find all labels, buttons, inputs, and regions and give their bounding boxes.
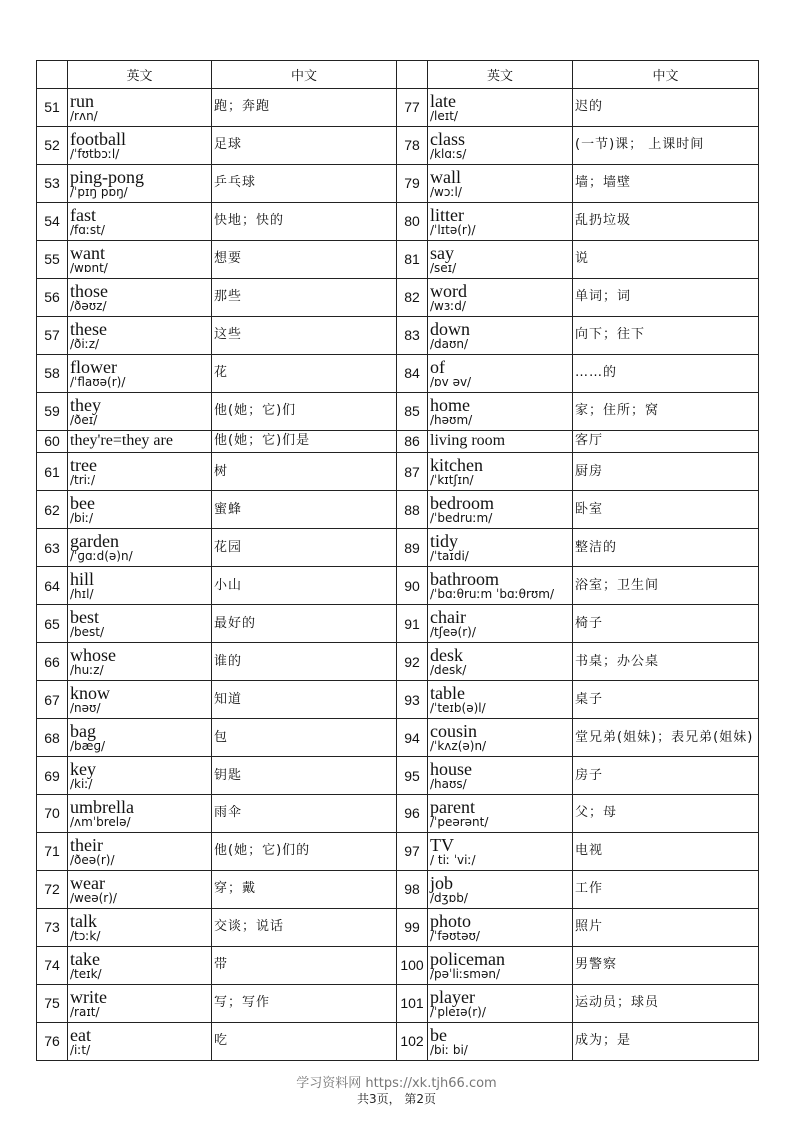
phonetic: /triː/ [70, 473, 96, 488]
entry-number: 87 [397, 453, 428, 491]
entry-number: 58 [37, 354, 68, 392]
header-row [37, 61, 759, 89]
english-cell [428, 453, 573, 491]
english-word: photo [430, 910, 472, 931]
english-word: litter [430, 204, 464, 225]
table-row [37, 794, 759, 832]
phonetic: /haʊs/ [430, 777, 467, 791]
english-cell [68, 240, 212, 278]
english-word: player [430, 986, 475, 1007]
phonetic: / tiː ˈviː/ [430, 852, 476, 867]
english-word: parent [430, 796, 475, 817]
english-word: talk [70, 910, 97, 931]
entry-number: 99 [397, 908, 428, 946]
english-cell [68, 164, 212, 202]
english-cell [428, 681, 573, 719]
chinese-meaning: (一节)课； 上课时间 [573, 126, 759, 164]
chinese-meaning: 带 [212, 946, 397, 984]
phonetic: /best/ [70, 625, 105, 640]
phonetic: /pəˈliːsmən/ [430, 966, 501, 981]
phonetic: /ˈpɪŋ pɒŋ/ [70, 184, 128, 199]
chinese-meaning: 照片 [573, 908, 759, 946]
english-cell [428, 794, 573, 832]
english-word: garden [70, 531, 119, 552]
phonetic: /rʌn/ [70, 108, 98, 123]
english-word: policeman [430, 948, 505, 969]
chinese-meaning: 说 [573, 240, 759, 278]
table-row [37, 681, 759, 719]
entry-number: 86 [397, 430, 428, 453]
phonetic: /ˈtaɪdi/ [430, 549, 469, 564]
entry-number: 68 [37, 719, 68, 757]
phonetic: /ðəʊz/ [70, 298, 107, 313]
phonetic: /ˈlɪtə(r)/ [430, 222, 476, 237]
english-cell [428, 832, 573, 870]
english-cell [68, 605, 212, 643]
english-cell [68, 430, 212, 453]
english-word: they're=they are [70, 432, 173, 450]
table-row [37, 908, 759, 946]
entry-number: 51 [37, 89, 68, 127]
chinese-meaning: 工作 [573, 870, 759, 908]
english-word: tidy [430, 531, 459, 552]
phonetic: /ɒv əv/ [430, 374, 472, 389]
chinese-meaning: 房子 [573, 757, 759, 795]
phonetic: /kiː/ [70, 777, 93, 791]
chinese-meaning: 快地；快的 [212, 202, 397, 240]
phonetic: /huːz/ [70, 663, 104, 678]
phonetic: /tɔːk/ [70, 928, 101, 943]
entry-number: 70 [37, 794, 68, 832]
english-word: hill [70, 569, 95, 590]
english-word: late [430, 90, 456, 111]
chinese-meaning: 他(她；它)们 [212, 392, 397, 430]
english-cell [68, 567, 212, 605]
entry-number: 95 [397, 757, 428, 795]
phonetic: /desk/ [430, 663, 467, 678]
entry-number: 61 [37, 453, 68, 491]
chinese-meaning: 墙；墙壁 [573, 164, 759, 202]
phonetic: /ðeɪ/ [70, 412, 98, 427]
chinese-meaning: 成为；是 [573, 1022, 759, 1060]
chinese-meaning: 整洁的 [573, 529, 759, 567]
entry-number: 89 [397, 529, 428, 567]
chinese-meaning: 雨伞 [212, 794, 397, 832]
chinese-meaning: 想要 [212, 240, 397, 278]
phonetic: /ˈteɪb(ə)l/ [430, 701, 486, 716]
entry-number: 57 [37, 316, 68, 354]
entry-number: 53 [37, 164, 68, 202]
chinese-meaning: 迟的 [573, 89, 759, 127]
chinese-meaning: 最好的 [212, 605, 397, 643]
phonetic: /tʃeə(r)/ [430, 625, 476, 640]
chinese-meaning: 他(她；它)们是 [212, 430, 397, 453]
chinese-meaning: 乱扔垃圾 [573, 202, 759, 240]
chinese-meaning: 吃 [212, 1022, 397, 1060]
table-row [37, 202, 759, 240]
entry-number: 77 [397, 89, 428, 127]
chinese-meaning: 小山 [212, 567, 397, 605]
table-row [37, 1022, 759, 1060]
chinese-meaning: 那些 [212, 278, 397, 316]
entry-number: 82 [397, 278, 428, 316]
chinese-meaning: 知道 [212, 681, 397, 719]
entry-number: 96 [397, 794, 428, 832]
english-cell [428, 126, 573, 164]
english-cell [428, 946, 573, 984]
english-cell [428, 89, 573, 127]
entry-number: 85 [397, 392, 428, 430]
table-row [37, 453, 759, 491]
entry-number: 62 [37, 491, 68, 529]
english-word: word [430, 280, 467, 301]
english-cell [68, 757, 212, 795]
entry-number: 80 [397, 202, 428, 240]
entry-number: 90 [397, 567, 428, 605]
chinese-meaning: 电视 [573, 832, 759, 870]
english-word: take [70, 948, 100, 969]
english-word: want [70, 242, 105, 263]
entry-number: 79 [397, 164, 428, 202]
entry-number: 74 [37, 946, 68, 984]
english-cell [428, 643, 573, 681]
table-row [37, 316, 759, 354]
english-word: whose [70, 645, 116, 666]
chinese-meaning: 浴室；卫生间 [573, 567, 759, 605]
english-cell [428, 316, 573, 354]
english-word: house [430, 759, 472, 779]
chinese-meaning: 向下；往下 [573, 316, 759, 354]
english-cell [68, 278, 212, 316]
table-row [37, 870, 759, 908]
table-row [37, 605, 759, 643]
chinese-meaning: 乒乓球 [212, 164, 397, 202]
english-cell [68, 491, 212, 529]
chinese-meaning: 单词；词 [573, 278, 759, 316]
footer-page-number: 共3页， 第2页 [356, 1092, 437, 1106]
english-word: umbrella [70, 796, 134, 817]
english-word: write [70, 986, 107, 1007]
english-cell [428, 278, 573, 316]
chinese-meaning: 他(她；它)们的 [212, 832, 397, 870]
entry-number: 101 [397, 984, 428, 1022]
english-cell [68, 681, 212, 719]
english-word: cousin [430, 721, 477, 742]
english-word: know [70, 683, 110, 704]
english-word: home [430, 394, 470, 415]
phonetic: /ˈbɑːθruːm ˈbɑːθrʊm/ [430, 587, 555, 602]
english-cell [428, 605, 573, 643]
entry-number: 71 [37, 832, 68, 870]
phonetic: /wɒnt/ [70, 260, 108, 275]
english-word: job [430, 872, 454, 893]
english-word: ping-pong [70, 166, 144, 187]
phonetic: /wɜːd/ [430, 298, 466, 313]
english-word: desk [430, 645, 463, 666]
phonetic: /ˈfʊtbɔːl/ [70, 146, 120, 161]
english-cell [68, 794, 212, 832]
table-row [37, 430, 759, 453]
phonetic: /ˈkʌz(ə)n/ [430, 739, 487, 754]
header-english-right: 英文 [428, 61, 573, 89]
english-word: down [430, 318, 470, 339]
entry-number: 63 [37, 529, 68, 567]
english-word: flower [70, 356, 117, 377]
chinese-meaning: 这些 [212, 316, 397, 354]
phonetic: /ˈpeərənt/ [430, 814, 489, 829]
table-row [37, 164, 759, 202]
chinese-meaning: 足球 [212, 126, 397, 164]
chinese-meaning: 椅子 [573, 605, 759, 643]
entry-number: 64 [37, 567, 68, 605]
table-row [37, 278, 759, 316]
chinese-meaning: 写；写作 [212, 984, 397, 1022]
entry-number: 93 [397, 681, 428, 719]
phonetic: /ˈfəʊtəʊ/ [430, 928, 480, 943]
phonetic: /həʊm/ [430, 412, 473, 427]
entry-number: 69 [37, 757, 68, 795]
english-word: kitchen [430, 455, 483, 476]
entry-number: 72 [37, 870, 68, 908]
english-cell [428, 757, 573, 795]
english-cell [428, 491, 573, 529]
english-cell [428, 240, 573, 278]
english-cell [68, 832, 212, 870]
entry-number: 98 [397, 870, 428, 908]
table-row [37, 719, 759, 757]
phonetic: /ˈbedruːm/ [430, 511, 493, 526]
phonetic: /raɪt/ [70, 1004, 100, 1019]
entry-number: 102 [397, 1022, 428, 1060]
english-word: table [430, 683, 465, 704]
english-word: bedroom [430, 493, 494, 514]
table-row [37, 567, 759, 605]
phonetic: /dʒɒb/ [430, 890, 468, 905]
entry-number: 88 [397, 491, 428, 529]
english-word: TV [430, 834, 454, 855]
english-cell [68, 529, 212, 567]
phonetic: /weə(r)/ [70, 890, 117, 905]
english-word: run [70, 90, 94, 111]
english-cell [428, 202, 573, 240]
phonetic: /daʊn/ [430, 336, 469, 351]
english-word: their [70, 834, 103, 855]
chinese-meaning: ……的 [573, 354, 759, 392]
english-word: bag [70, 721, 96, 742]
phonetic: /ˈɡɑːd(ə)n/ [70, 549, 133, 564]
entry-number: 78 [397, 126, 428, 164]
header-english-left: 英文 [68, 61, 212, 89]
english-word: of [430, 356, 445, 377]
entry-number: 94 [397, 719, 428, 757]
entry-number: 60 [37, 430, 68, 453]
english-cell [68, 453, 212, 491]
vocabulary-table [36, 60, 759, 1061]
table-row [37, 354, 759, 392]
english-word: say [430, 242, 454, 263]
table-row [37, 392, 759, 430]
english-word: be [430, 1024, 447, 1045]
entry-number: 100 [397, 946, 428, 984]
table-row [37, 240, 759, 278]
entry-number: 55 [37, 240, 68, 278]
english-word: football [70, 128, 126, 149]
phonetic: /ðeə(r)/ [70, 852, 115, 867]
english-cell [68, 354, 212, 392]
entry-number: 52 [37, 126, 68, 164]
english-cell [68, 89, 212, 127]
phonetic: /ˈkɪtʃɪn/ [430, 473, 474, 488]
table-row [37, 946, 759, 984]
header-num-right [397, 61, 428, 89]
english-cell [68, 870, 212, 908]
chinese-meaning: 家；住所；窝 [573, 392, 759, 430]
english-word: bee [70, 493, 95, 514]
entry-number: 91 [397, 605, 428, 643]
chinese-meaning: 花 [212, 354, 397, 392]
english-cell [428, 1022, 573, 1060]
phonetic: /wɔːl/ [430, 184, 462, 199]
chinese-meaning: 树 [212, 453, 397, 491]
english-word: living room [430, 432, 506, 450]
chinese-meaning: 书桌；办公桌 [573, 643, 759, 681]
english-cell [428, 529, 573, 567]
entry-number: 83 [397, 316, 428, 354]
entry-number: 65 [37, 605, 68, 643]
phonetic: /teɪk/ [70, 966, 102, 981]
table-row [37, 643, 759, 681]
entry-number: 66 [37, 643, 68, 681]
chinese-meaning: 包 [212, 719, 397, 757]
table-row [37, 832, 759, 870]
english-cell [428, 567, 573, 605]
english-word: key [70, 759, 96, 779]
table-row [37, 984, 759, 1022]
english-word: fast [70, 204, 96, 225]
english-cell [68, 908, 212, 946]
entry-number: 97 [397, 832, 428, 870]
english-cell [68, 316, 212, 354]
header-num-left [37, 61, 68, 89]
english-word: tree [70, 455, 97, 476]
english-cell [428, 354, 573, 392]
phonetic: /fɑːst/ [70, 222, 105, 237]
phonetic: /bæɡ/ [70, 739, 106, 754]
english-cell [428, 908, 573, 946]
english-cell [428, 392, 573, 430]
entry-number: 56 [37, 278, 68, 316]
phonetic: /ˈpleɪə(r)/ [430, 1004, 486, 1019]
entry-number: 73 [37, 908, 68, 946]
english-cell [428, 430, 573, 453]
table-row [37, 126, 759, 164]
header-chinese-left: 中文 [212, 61, 397, 89]
entry-number: 92 [397, 643, 428, 681]
chinese-meaning: 跑；奔跑 [212, 89, 397, 127]
english-word: class [430, 128, 465, 149]
phonetic: /biː/ [70, 511, 94, 526]
english-word: those [70, 280, 108, 301]
entry-number: 76 [37, 1022, 68, 1060]
chinese-meaning: 花园 [212, 529, 397, 567]
english-word: bathroom [430, 569, 499, 590]
phonetic: /ˈflaʊə(r)/ [70, 374, 126, 389]
phonetic: /nəʊ/ [70, 701, 101, 716]
english-word: best [70, 607, 99, 628]
entry-number: 84 [397, 354, 428, 392]
chinese-meaning: 交谈；说话 [212, 908, 397, 946]
english-cell [68, 392, 212, 430]
entry-number: 67 [37, 681, 68, 719]
chinese-meaning: 父；母 [573, 794, 759, 832]
english-word: chair [430, 607, 466, 628]
chinese-meaning: 蜜蜂 [212, 491, 397, 529]
english-word: they [70, 394, 101, 415]
english-cell [68, 984, 212, 1022]
chinese-meaning: 桌子 [573, 681, 759, 719]
english-cell [428, 870, 573, 908]
chinese-meaning: 运动员；球员 [573, 984, 759, 1022]
entry-number: 54 [37, 202, 68, 240]
english-word: these [70, 318, 107, 339]
phonetic: /seɪ/ [430, 260, 457, 275]
english-cell [428, 164, 573, 202]
phonetic: /ðiːz/ [70, 336, 100, 351]
english-cell [68, 643, 212, 681]
chinese-meaning: 客厅 [573, 430, 759, 453]
phonetic: /leɪt/ [430, 108, 458, 123]
phonetic: /ʌmˈbrelə/ [70, 814, 131, 829]
phonetic: /hɪl/ [70, 587, 94, 602]
chinese-meaning: 谁的 [212, 643, 397, 681]
entry-number: 81 [397, 240, 428, 278]
chinese-meaning: 男警察 [573, 946, 759, 984]
chinese-meaning: 卧室 [573, 491, 759, 529]
chinese-meaning: 穿；戴 [212, 870, 397, 908]
english-cell [68, 719, 212, 757]
table-row [37, 529, 759, 567]
footer-site: 学习资料网 https://xk.tjh66.com [296, 1076, 497, 1091]
table-row [37, 757, 759, 795]
english-cell [68, 946, 212, 984]
english-word: eat [70, 1024, 91, 1045]
english-word: wall [430, 166, 461, 187]
english-cell [428, 984, 573, 1022]
header-chinese-right: 中文 [573, 61, 759, 89]
phonetic: /iːt/ [70, 1042, 91, 1057]
entry-number: 75 [37, 984, 68, 1022]
english-cell [428, 719, 573, 757]
chinese-meaning: 堂兄弟(姐妹)；表兄弟(姐妹) [573, 719, 759, 757]
english-word: wear [70, 872, 105, 893]
english-cell [68, 126, 212, 164]
chinese-meaning: 厨房 [573, 453, 759, 491]
table-row [37, 89, 759, 127]
phonetic: /klɑːs/ [430, 146, 467, 161]
english-cell [68, 1022, 212, 1060]
english-cell [68, 202, 212, 240]
phonetic: /biː bi/ [430, 1042, 468, 1057]
entry-number: 59 [37, 392, 68, 430]
table-row [37, 491, 759, 529]
chinese-meaning: 钥匙 [212, 757, 397, 795]
